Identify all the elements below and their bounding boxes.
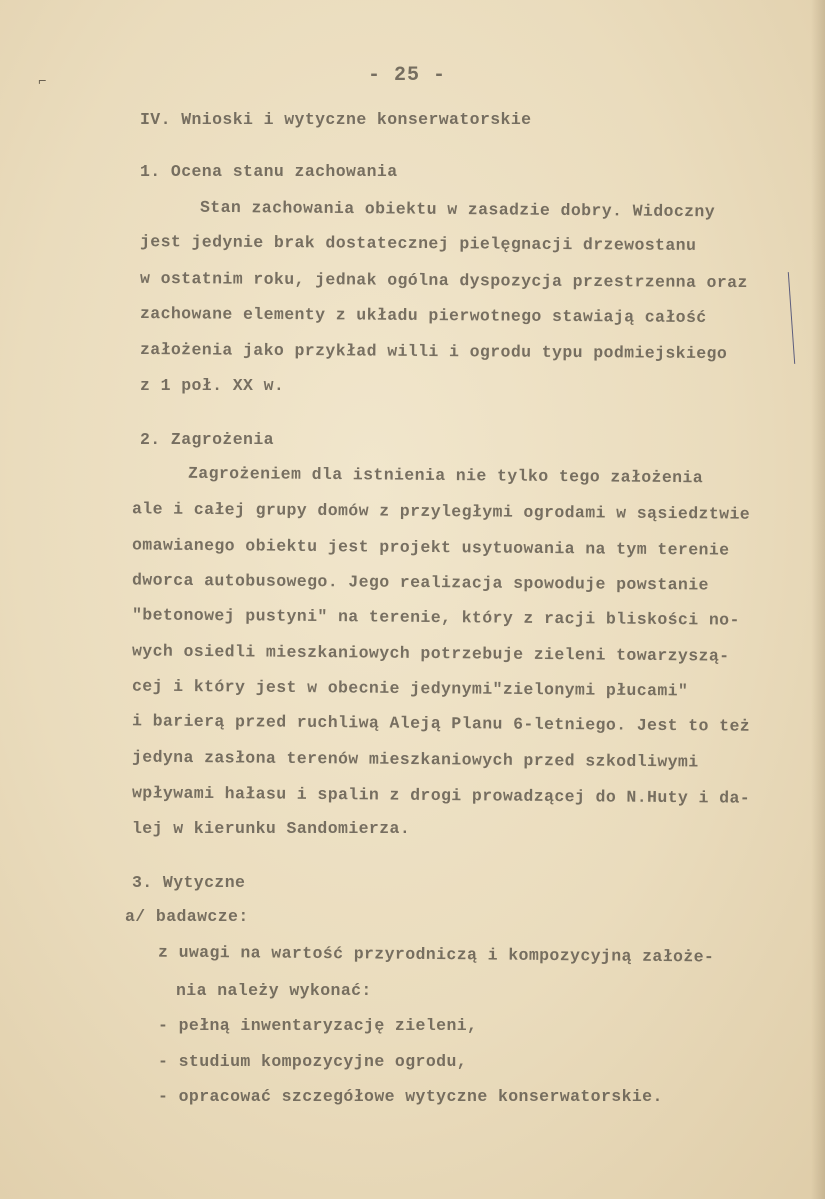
paragraph-line: wpływami hałasu i spalin z drogi prowadzącej do N.Huty i da- bbox=[131, 783, 751, 808]
paragraph-line: zachowane elementy z układu pierwotnego stawiają całość bbox=[139, 304, 707, 327]
paragraph-line: wych osiedli mieszkaniowych potrzebuje zieleni towarzyszą- bbox=[131, 641, 730, 666]
paragraph-line: jedyna zasłona terenów mieszkaniowych przed szkodliwymi bbox=[131, 747, 699, 772]
subsection-title-2: 2. Zagrożenia bbox=[140, 430, 274, 449]
page-number: - 25 - bbox=[368, 64, 447, 87]
paragraph-line: Zagrożeniem dla istnienia nie tylko tego założenia bbox=[187, 463, 704, 488]
paragraph-line: nia należy wykonać: bbox=[176, 981, 372, 1000]
list-item: - opracować szczegółowe wytyczne konserwatorskie. bbox=[158, 1087, 663, 1106]
paragraph-line: Stan zachowania obiektu w zasadzie dobry. Widoczny bbox=[199, 197, 716, 222]
paragraph-line: omawianego obiektu jest projekt usytuowania na tym terenie bbox=[131, 535, 730, 560]
margin-pen-line bbox=[788, 272, 795, 364]
list-item: - pełną inwentaryzację zieleni, bbox=[158, 1016, 478, 1035]
subsection-subtitle: a/ badawcze: bbox=[125, 907, 249, 926]
paragraph-line: jest jedynie brak dostatecznej pielęgnacji drzewostanu bbox=[139, 232, 697, 255]
paragraph-line: w ostatnim roku, jednak ogólna dyspozycja przestrzenna oraz bbox=[139, 268, 748, 293]
paragraph-line: cej i który jest w obecnie jedynymi"zielonymi płucami" bbox=[131, 676, 689, 701]
paragraph-line: założenia jako przykład willi i ogrodu typu podmiejskiego bbox=[139, 339, 728, 364]
paragraph-line: i barierą przed ruchliwą Aleją Planu 6-letniego. Jest to też bbox=[131, 711, 751, 736]
paragraph-line: dworca autobusowego. Jego realizacja spowoduje powstanie bbox=[131, 570, 709, 595]
subsection-title-1: 1. Ocena stanu zachowania bbox=[140, 162, 398, 181]
paragraph-line: z 1 poł. XX w. bbox=[140, 376, 285, 395]
paragraph-line: z uwagi na wartość przyrodniczą i kompozycyjną założe- bbox=[157, 942, 715, 967]
margin-tick: ⌐ bbox=[38, 74, 47, 90]
paragraph-line: lej w kierunku Sandomierza. bbox=[132, 819, 411, 838]
subsection-title-3: 3. Wytyczne bbox=[132, 873, 246, 892]
paragraph-line: ale i całej grupy domów z przyległymi ogrodami w sąsiedztwie bbox=[131, 499, 751, 524]
list-item: - studium kompozycyjne ogrodu, bbox=[158, 1052, 468, 1071]
page-edge-shadow bbox=[811, 0, 825, 1199]
paragraph-line: "betonowej pustyni" na terenie, który z racji bliskości no- bbox=[131, 605, 740, 630]
section-heading: IV. Wnioski i wytyczne konserwatorskie bbox=[140, 110, 532, 129]
